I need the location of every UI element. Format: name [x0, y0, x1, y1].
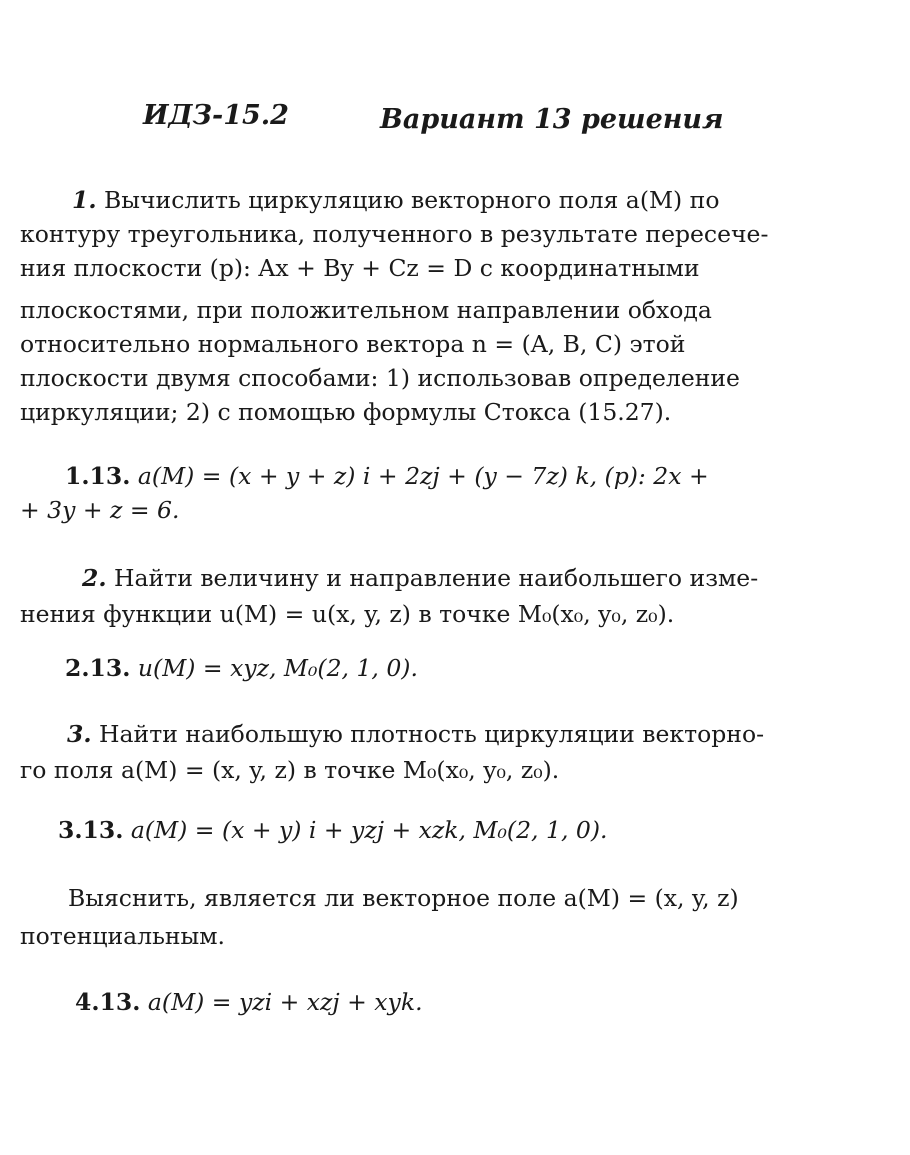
task-3-number: 3.: [67, 720, 92, 748]
task-2-13-number: 2.13.: [65, 654, 131, 682]
variant-title: Вариант 13 решения: [380, 104, 724, 135]
task-1-number: 1.: [72, 186, 97, 214]
task-1-line-6: плоскости двумя способами: 1) использовав определение: [20, 364, 740, 392]
task-1-13-formula-2: + 3y + z = 6.: [20, 496, 180, 524]
task-1-line-2: контуру треугольника, полученного в результате пересече-: [20, 220, 769, 248]
task-1-line-1: [72, 186, 720, 214]
task-3-13-formula: a(M) = (x + y) i + yzj + xzk, M₀(2, 1, 0).: [130, 816, 608, 844]
task-2-text-1: Найти величину и направление наибольшего изме-: [114, 564, 759, 592]
assignment-code: ИДЗ-15.2: [143, 100, 289, 131]
task-3-13-line: [58, 816, 607, 844]
task-2-13-line: [65, 654, 418, 682]
task-4-line-1: Выяснить, является ли векторное поле a(M) = (x, y, z): [68, 884, 739, 912]
task-1-13-number: 1.13.: [65, 462, 131, 490]
task-3-text-1: Найти наибольшую плотность циркуляции векторно-: [99, 720, 765, 748]
task-1-13-line-1: [65, 462, 709, 490]
task-4-13-line: [75, 988, 423, 1016]
task-3-13-number: 3.13.: [58, 816, 124, 844]
task-1-line-3: ния плоскости (p): Ax + By + Cz = D с координатными: [20, 254, 700, 282]
task-3-line-2: го поля a(M) = (x, y, z) в точке M₀(x₀, y₀, z₀).: [20, 756, 560, 784]
task-2-number: 2.: [82, 564, 107, 592]
task-1-line-7: циркуляции; 2) с помощью формулы Стокса (15.27).: [20, 398, 672, 426]
task-4-line-2: потенциальным.: [20, 922, 226, 950]
task-1-line-5: относительно нормального вектора n = (A, B, C) этой: [20, 330, 686, 358]
task-1-13-formula-1: a(M) = (x + y + z) i + 2zj + (y − 7z) k, (p): 2x +: [137, 462, 709, 490]
task-4-13-formula: a(M) = yzi + xzj + xyk.: [147, 988, 423, 1016]
task-3-line-1: [67, 720, 764, 748]
task-2-line-2: нения функции u(M) = u(x, y, z) в точке M₀(x₀, y₀, z₀).: [20, 600, 675, 628]
task-2-13-formula: u(M) = xyz, M₀(2, 1, 0).: [137, 654, 418, 682]
task-4-13-number: 4.13.: [75, 988, 141, 1016]
task-1-line-4: плоскостями, при положительном направлении обхода: [20, 296, 712, 324]
task-1-text-1: Вычислить циркуляцию векторного поля a(M) по: [104, 186, 720, 214]
task-2-line-1: [82, 564, 758, 592]
